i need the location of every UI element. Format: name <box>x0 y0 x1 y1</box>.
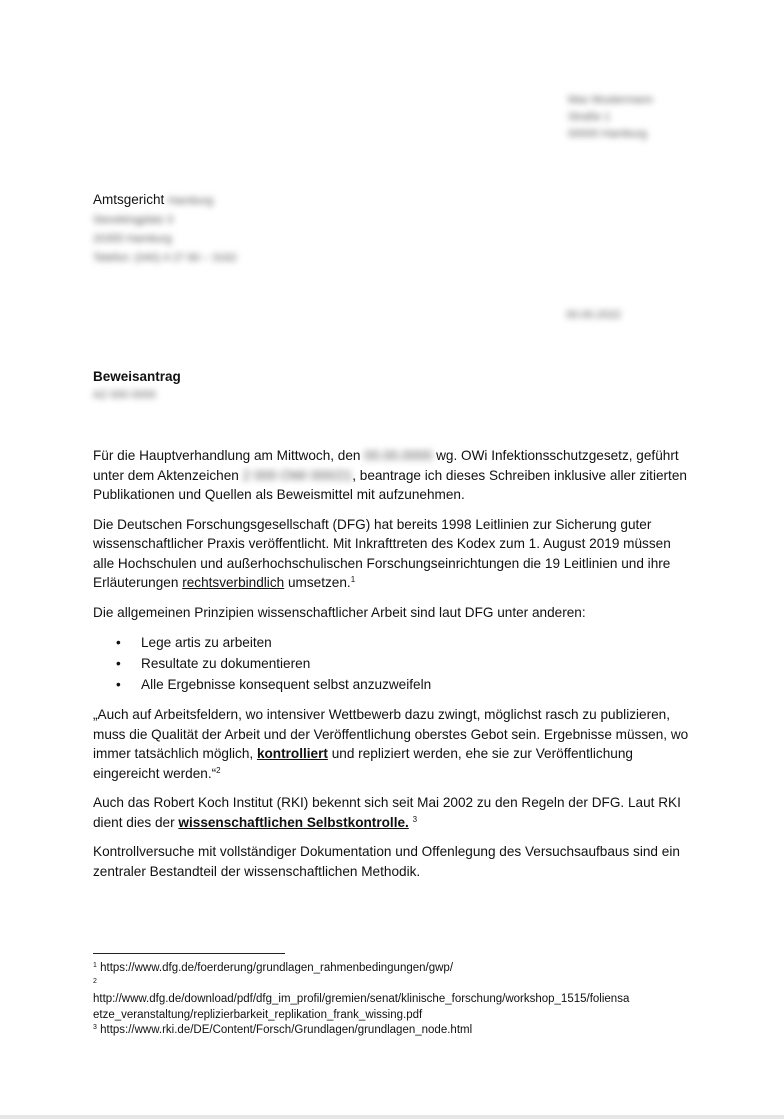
sender-line-2: Straße 1 <box>568 111 611 123</box>
court-label: Amtsgericht <box>93 192 165 207</box>
paragraph-quote: „Auch auf Arbeitsfeldern, wo intensiver Wettbewerb dazu zwingt, möglichst rasch zu publizieren, muss die Qualität der Arbeit und der Veröffentlichung oberstes Gebot sein. Ergebnisse müssen, wo immer tatsächlich möglich, kontrolliert und repliziert werden, ehe sie zur Veröffentlichung eingereicht werden.“$^2$ <box>93 707 689 781</box>
case-number: 2 000 OWi 000/21 <box>242 467 353 483</box>
footnote-2: $^2$ http://www.dfg.de/download/pdf/dfg_im_profil/gremien/senat/klinische_forschung/workshop_1515/foliensa etze_veranstaltung/replizierbarkeit_replikation_frank_wissing.pdf <box>93 977 630 1021</box>
page-bottom-edge <box>0 1115 784 1119</box>
principles-list <box>93 632 693 695</box>
footnote-divider <box>93 953 285 954</box>
footnote-link[interactable]: https://www.dfg.de/foerderung/grundlagen_rahmenbedingungen/gwp/ <box>100 962 454 974</box>
paragraph-conclusion: Kontrollversuche mit vollständiger Dokumentation und Offenlegung des Versuchsaufbaus sind ein zentraler Bestandteil der wissenschaftlichen Methodik. <box>93 844 680 879</box>
footnote-ref-3: 3 <box>412 814 418 824</box>
footnotes <box>93 961 703 1039</box>
court-address <box>93 190 237 268</box>
sender-line-3: 00000 Hamburg <box>568 128 647 140</box>
footnote-link[interactable]: http://www.dfg.de/download/pdf/dfg_im_profil/gremien/senat/klinische_forschung/workshop_1515/foliensa etze_veranstaltung/replizierbarkeit_replikation_frank_wissing.pdf <box>93 993 630 1021</box>
court-name: Hamburg <box>168 195 214 207</box>
list-item: • Alle Ergebnisse konsequent selbst anzuzweifeln <box>141 674 693 695</box>
hearing-date: 00.00.0000 <box>364 448 433 463</box>
paragraph-rki: Auch das Robert Koch Institut (RKI) bekennt sich seit Mai 2002 zu den Regeln der DFG. Laut RKI dient dies der wissenschaftlichen Selbstkontrolle. $^3$ <box>93 795 681 830</box>
letter-body <box>93 446 693 891</box>
sender-line-1: Max Mustermann <box>568 94 653 106</box>
court-street: Sievekingplatz 3 <box>93 214 174 226</box>
letter-date: 00.00.2022 <box>566 309 622 321</box>
emphasized-term: wissenschaftlichen Selbstkontrolle. <box>178 814 409 830</box>
document-title: Beweisantrag <box>93 369 181 384</box>
court-phone: Telefon: (040) 4 27 80 – 3162 <box>93 252 237 264</box>
emphasized-term: kontrolliert <box>256 746 328 761</box>
footnote-1: $^1$ https://www.dfg.de/foerderung/grundlagen_rahmenbedingungen/gwp/ <box>93 962 454 974</box>
paragraph-principles: Die allgemeinen Prinzipien wissenschaftlicher Arbeit sind laut DFG unter anderen: <box>93 604 586 620</box>
paragraph-intro: Für die Hauptverhandlung am Mittwoch, den 00.00.0000 wg. OWi Infektionsschutzgesetz, geführt unter dem Aktenzeichen 2 000 OWi 000/21, beantrage ich dieses Schreiben inklusive aller zitierten Publikationen und Quellen als Beweismittel mit aufzunehmen. <box>93 448 687 502</box>
sender-address <box>568 92 653 143</box>
footnote-ref-2: 2 <box>216 765 221 775</box>
list-item: • Resultate zu dokumentieren <box>141 653 693 674</box>
paragraph-dfg: Die Deutschen Forschungsgesellschaft (DFG) hat bereits 1998 Leitlinien zur Sicherung guter wissenschaftlicher Praxis veröffentlicht. Mit Inkrafttreten des Kodex zum 1. August 2019 müssen alle Hochschulen und außerhochschulischen Forschungseinrichtungen die 19 Leitlinien und ihre Erläuterungen rechtsverbindlich umsetzen.$^1$ <box>93 516 671 590</box>
underlined-term: rechtsverbindlich <box>182 575 285 590</box>
footnote-3: $^3$ https://www.rki.de/DE/Content/Forsch/Grundlagen/grundlagen_node.html <box>93 1024 473 1036</box>
document-reference: AZ 000 0000 <box>93 389 156 401</box>
list-item: • Lege artis zu arbeiten <box>141 632 693 653</box>
footnote-link[interactable]: https://www.rki.de/DE/Content/Forsch/Grundlagen/grundlagen_node.html <box>100 1024 473 1036</box>
court-city: 20355 Hamburg <box>93 233 172 245</box>
footnote-ref-1: 1 <box>350 575 356 584</box>
